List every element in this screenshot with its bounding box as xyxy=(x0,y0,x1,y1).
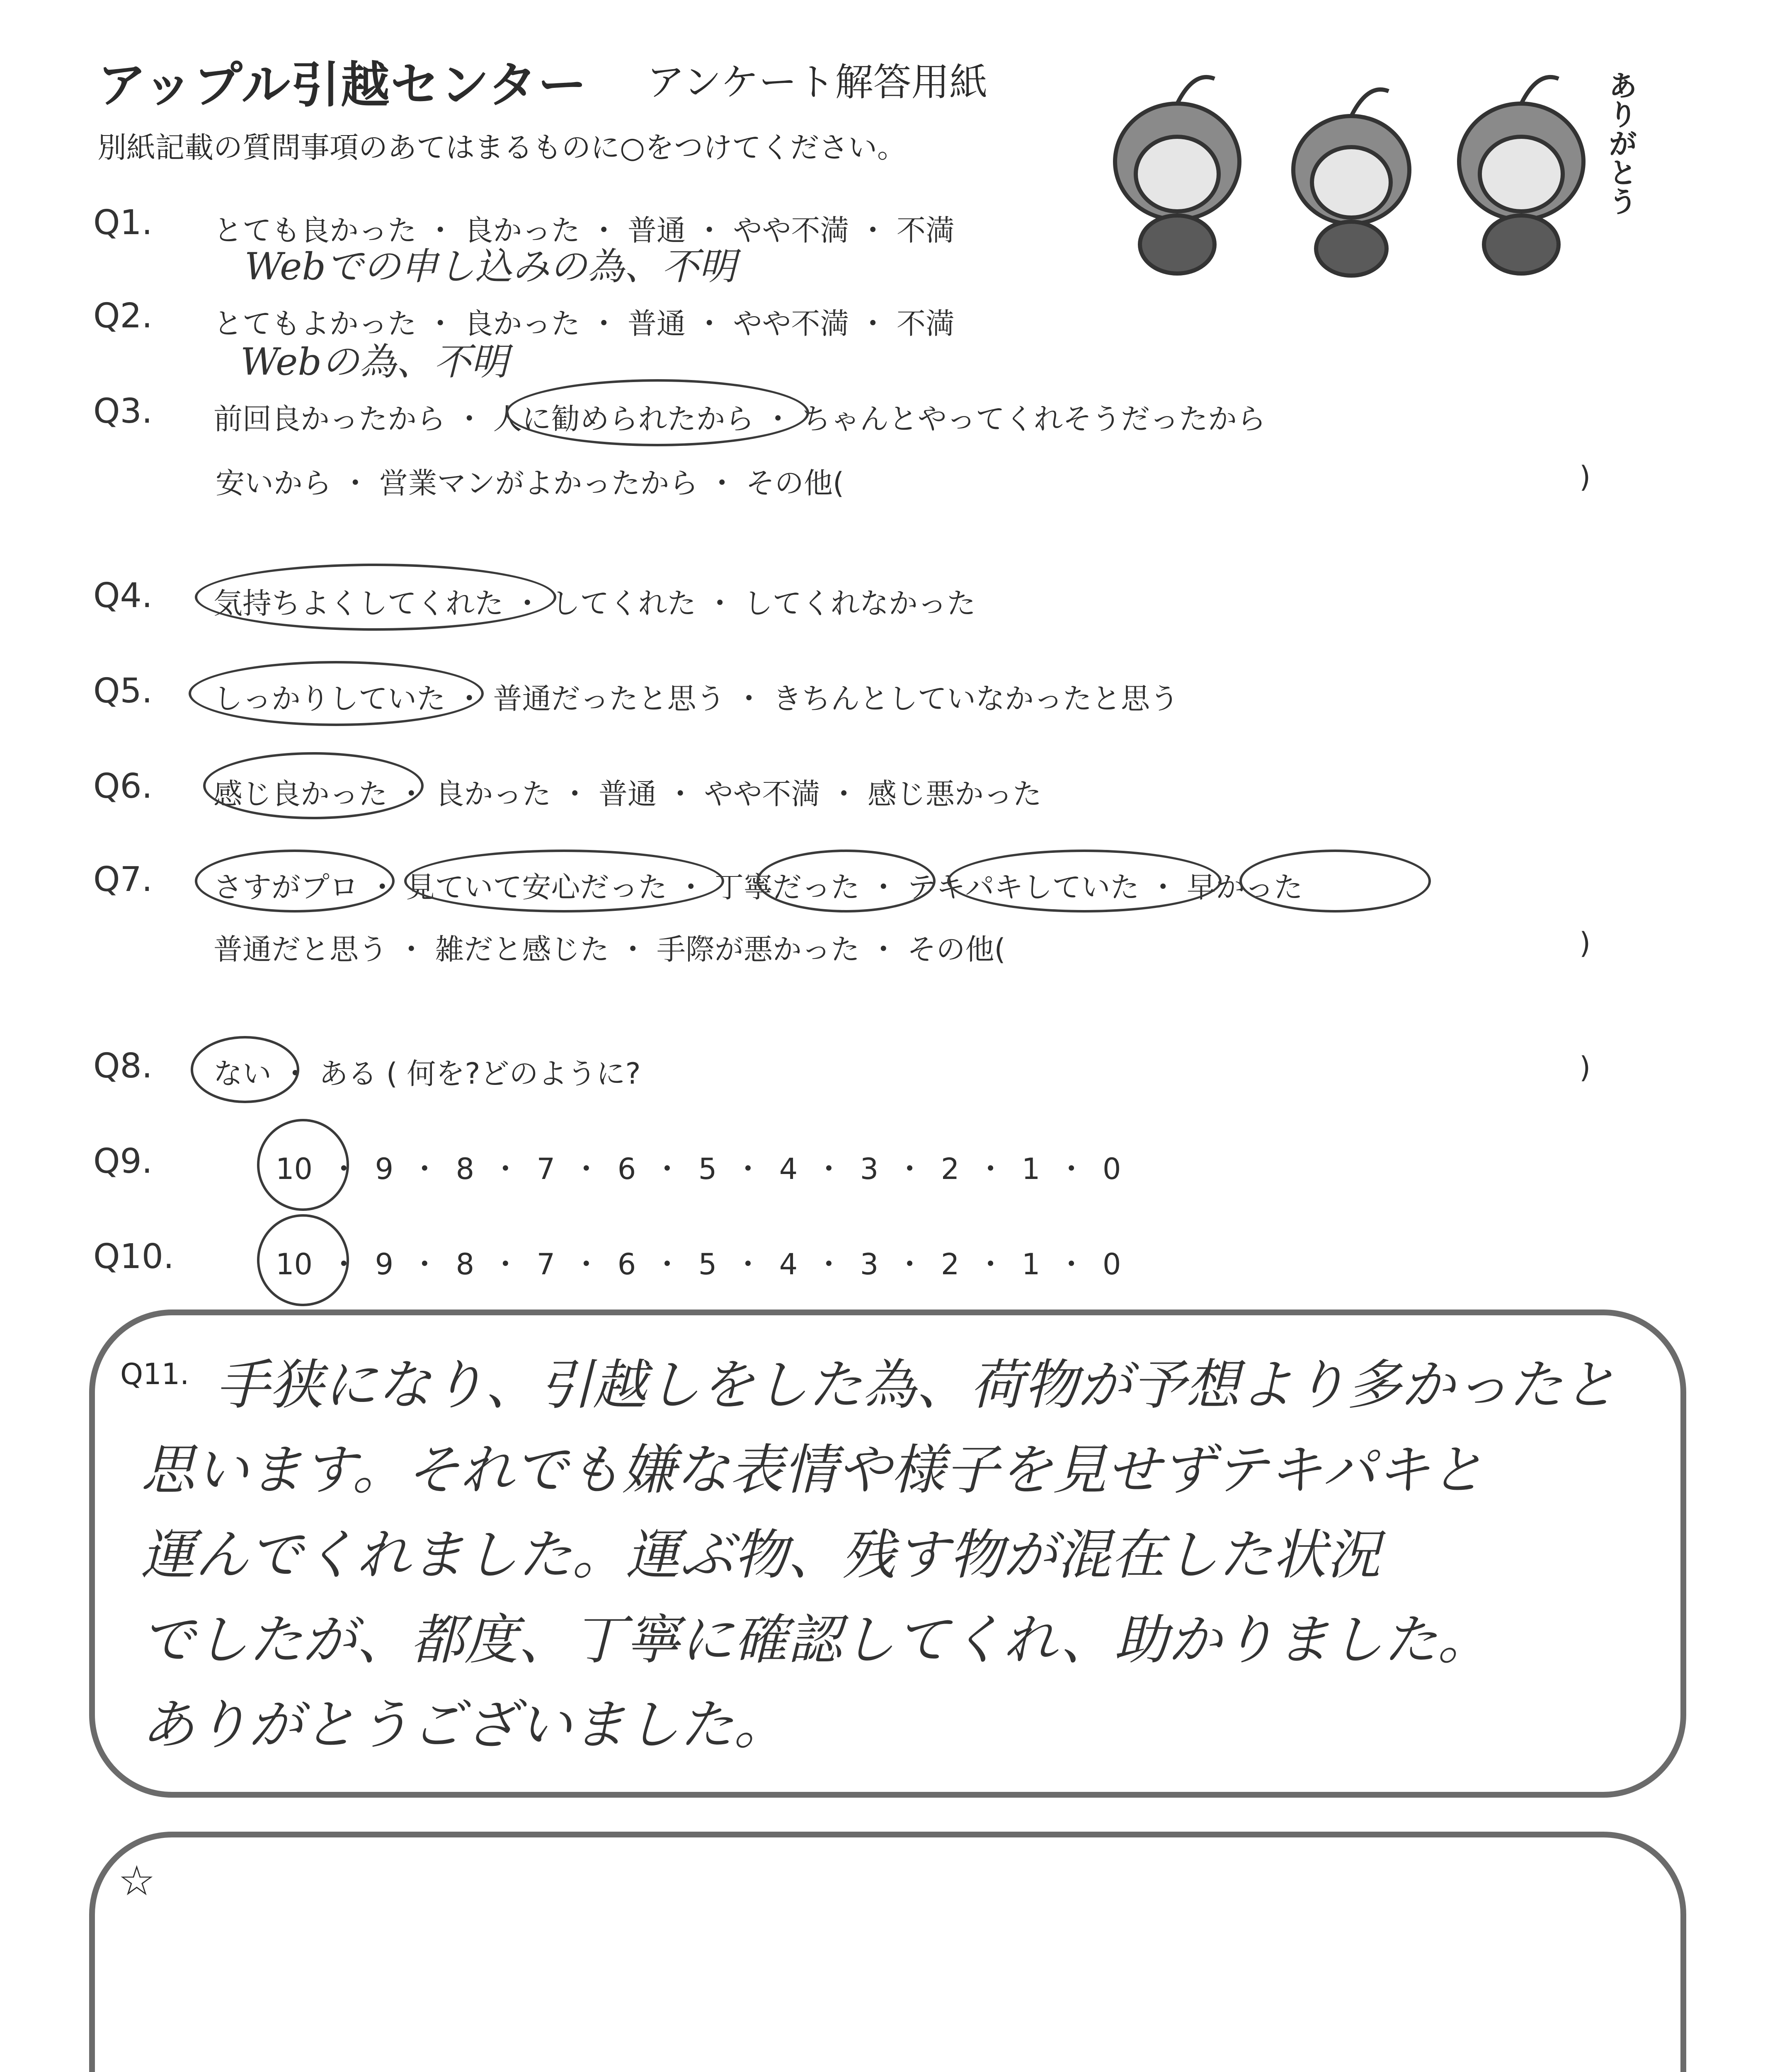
q1-options: とても良かった ・ 良かった ・ 普通 ・ やや不満 ・ 不満 xyxy=(213,213,955,247)
q6-label: Q6. xyxy=(93,767,153,806)
q8-close-paren: ) xyxy=(1579,1051,1591,1084)
q3-selection-circle xyxy=(506,379,809,446)
thanks-vertical-text: ありがとう xyxy=(1604,70,1638,215)
q3-line1: 前回良かったから ・ 人に勧められたから ・ ちゃんとやってくれそうだったから xyxy=(213,402,1266,436)
q5-selection-circle xyxy=(189,661,484,726)
q9-selection-circle xyxy=(257,1119,349,1211)
q11-label: Q11. xyxy=(120,1357,189,1391)
q7-line2: 普通だと思う ・ 雑だと感じた ・ 手際が悪かった ・ その他( xyxy=(213,932,1006,966)
star-icon: ☆ xyxy=(118,1857,155,1905)
q3-label: Q3. xyxy=(93,392,153,431)
q8-options: ない ・ ある ( 何を?どのように? xyxy=(213,1057,641,1091)
q10-label: Q10. xyxy=(93,1237,174,1276)
comment-box xyxy=(89,1832,1686,2072)
mascot-monkeys-illustration xyxy=(1094,62,1654,278)
q7-close-paren: ) xyxy=(1579,926,1591,960)
q6-options: 感じ良かった ・ 良かった ・ 普通 ・ やや不満 ・ 感じ悪かった xyxy=(213,777,1042,811)
q9-options: 10 ・ 9 ・ 8 ・ 7 ・ 6 ・ 5 ・ 4 ・ 3 ・ 2 ・ 1 ・ 0 xyxy=(276,1152,1121,1186)
q8-selection-circle xyxy=(191,1036,299,1103)
q4-options: 気持ちよくしてくれた ・ してくれた ・ してくれなかった xyxy=(213,586,976,620)
page-subtitle: アンケート解答用紙 xyxy=(647,60,988,104)
q7-circle-1 xyxy=(195,850,395,913)
q1-note: Webでの申し込みの為、不明 xyxy=(245,245,737,288)
q7-circle-4 xyxy=(947,850,1222,913)
instruction-text: 別紙記載の質問事項のあてはまるものに○をつけてください。 xyxy=(97,131,907,165)
q11-line-4: でしたが、都度、丁寧に確認してくれ、助かりました。 xyxy=(141,1608,1491,1671)
q7-circle-2 xyxy=(404,850,724,913)
q1-label: Q1. xyxy=(93,203,153,242)
q6-selection-circle xyxy=(203,752,424,819)
q5-options: しっかりしていた ・ 普通だったと思う ・ きちんとしていなかったと思う xyxy=(213,682,1179,716)
q11-line-3: 運んでくれました。運ぶ物、残す物が混在した状況 xyxy=(141,1523,1381,1586)
q7-label: Q7. xyxy=(93,860,153,899)
q11-line-2: 思います。それでも嫌な表情や様子を見せずテキパキと xyxy=(141,1438,1484,1501)
q10-options: 10 ・ 9 ・ 8 ・ 7 ・ 6 ・ 5 ・ 4 ・ 3 ・ 2 ・ 1 ・ 0 xyxy=(276,1247,1121,1281)
q7-circle-3 xyxy=(756,850,936,913)
q4-label: Q4. xyxy=(93,576,153,615)
q2-note: Webの為、不明 xyxy=(240,340,509,384)
q4-selection-circle xyxy=(195,564,556,631)
q11-line-1: 手狭になり、引越しをした為、荷物が予想より多かったと xyxy=(216,1353,1617,1416)
q3-line2: 安いから ・ 営業マンがよかったから ・ その他( xyxy=(216,466,844,500)
q2-label: Q2. xyxy=(93,296,153,336)
q8-label: Q8. xyxy=(93,1046,153,1086)
q9-label: Q9. xyxy=(93,1142,153,1181)
q10-selection-circle xyxy=(257,1214,349,1306)
q7-circle-5 xyxy=(1239,850,1431,913)
page-title: アップル引越センター xyxy=(97,56,588,114)
q7-line1: さすがプロ ・ 見ていて安心だった ・ 丁寧だった ・ テキパキしていた ・ 早かった xyxy=(213,870,1303,904)
q11-line-5: ありがとうございました。 xyxy=(141,1693,788,1756)
q5-label: Q5. xyxy=(93,671,153,711)
q3-close-paren: ) xyxy=(1579,460,1591,494)
q2-options: とてもよかった ・ 良かった ・ 普通 ・ やや不満 ・ 不満 xyxy=(213,307,955,341)
